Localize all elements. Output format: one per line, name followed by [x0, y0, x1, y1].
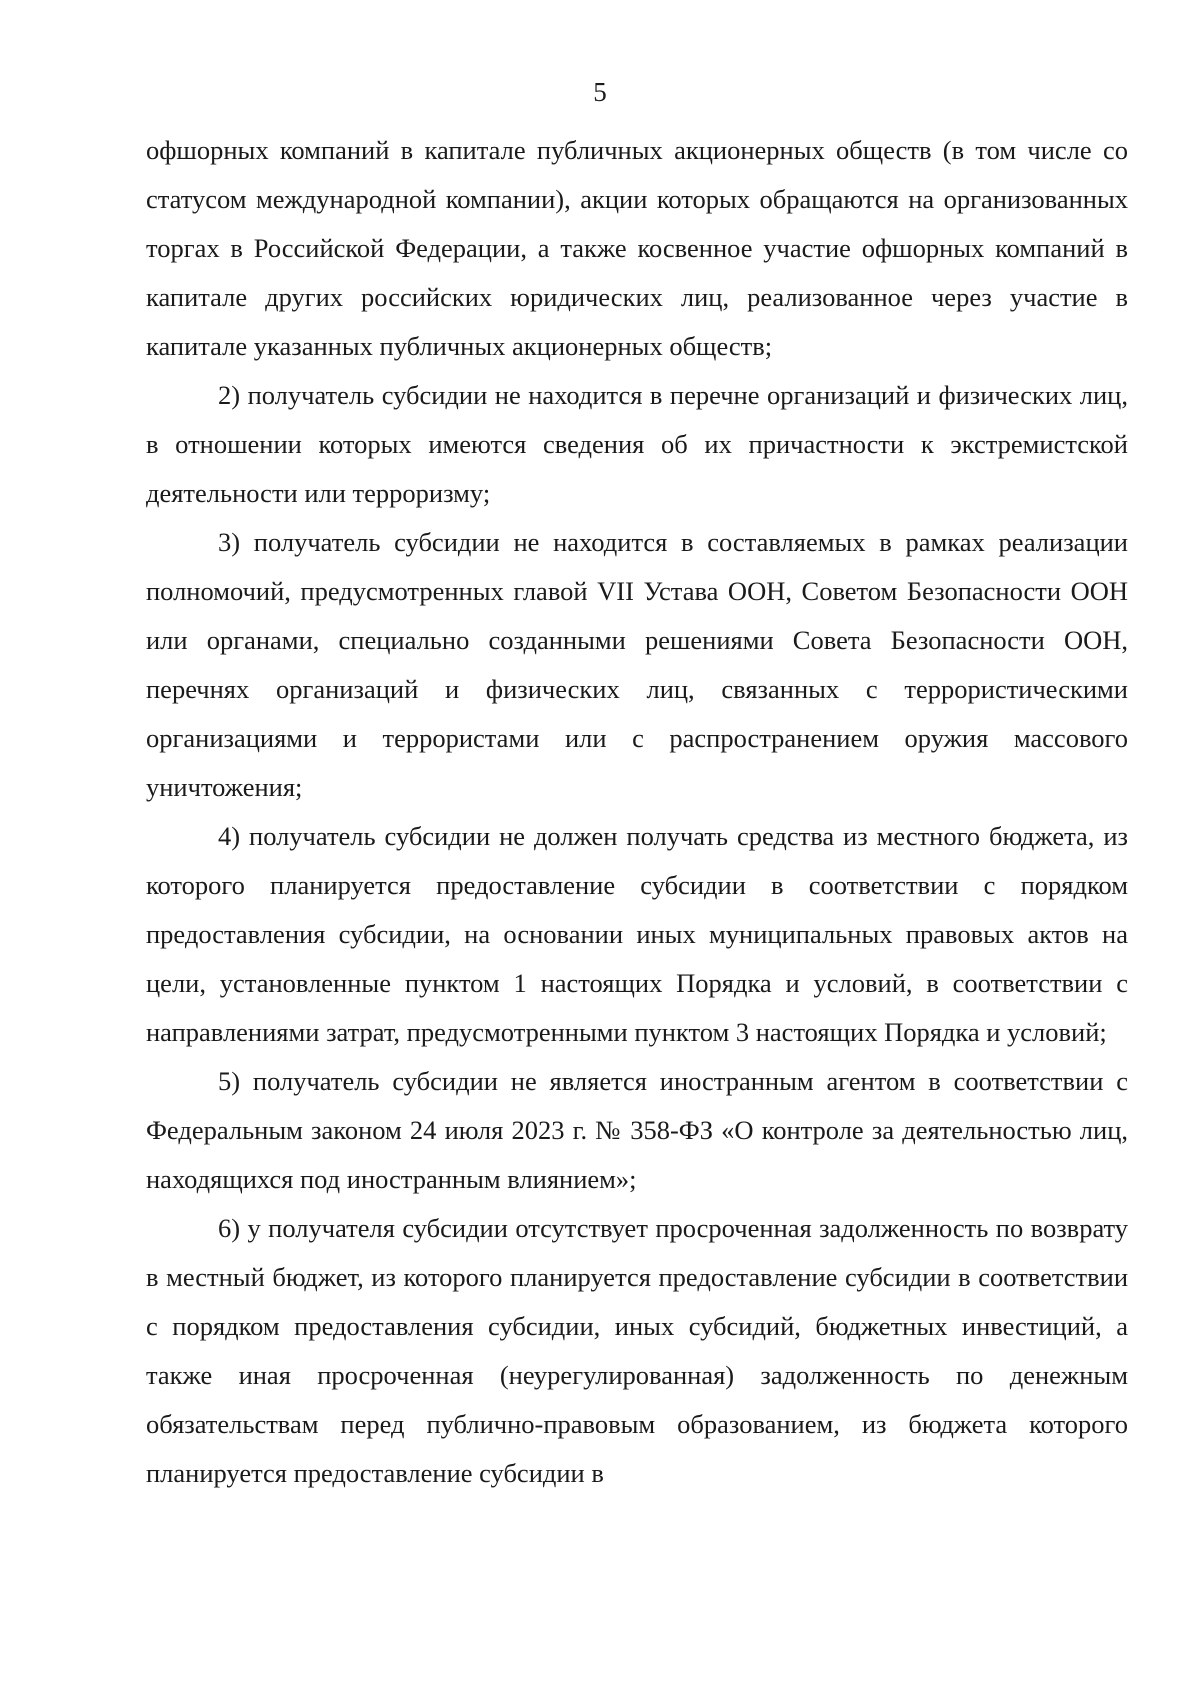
page-number: 5 [593, 77, 607, 107]
paragraph-item-5: 5) получатель субсидии не является иностранным агентом в соответствии с Федеральным законом 24 июля 2023 г. № 358-ФЗ «О контроле за деятельностью лиц, находящихся под иностранным влиянием»; [146, 1066, 1128, 1194]
paragraph-item-3: 3) получатель субсидии не находится в составляемых в рамках реализации полномочий, предусмотренных главой VII Устава ООН, Советом Безопасности ООН или органами, специально созданными решениями Совета Безопасности ООН, перечнях организаций и физических лиц, связанных с террористическими организациями и террористами или с распространением оружия массового уничтожения; [146, 527, 1128, 802]
document-body [146, 126, 1128, 1498]
paragraph-continuation: офшорных компаний в капитале публичных акционерных обществ (в том числе со статусом международной компании), акции которых обращаются на организованных торгах в Российской Федерации, а также косвенное участие офшорных компаний в капитале других российских юридических лиц, реализованное через участие в капитале указанных публичных акционерных обществ; [146, 135, 1128, 361]
paragraph-item-2: 2) получатель субсидии не находится в перечне организаций и физических лиц, в отношении которых имеются сведения об их причастности к экстремистской деятельности или терроризму; [146, 380, 1128, 508]
paragraph-item-4: 4) получатель субсидии не должен получать средства из местного бюджета, из которого планируется предоставление субсидии в соответствии с порядком предоставления субсидии, на основании иных муниципальных правовых актов на цели, установленные пунктом 1 настоящих Порядка и условий, в соответствии с направлениями затрат, предусмотренными пунктом 3 настоящих Порядка и условий; [146, 821, 1128, 1047]
paragraph-item-6: 6) у получателя субсидии отсутствует просроченная задолженность по возврату в местный бюджет, из которого планируется предоставление субсидии в соответствии с порядком предоставления субсидии, иных субсидий, бюджетных инвестиций, а также иная просроченная (неурегулированная) задолженность по денежным обязательствам перед публично-правовым образованием, из бюджета которого планируется предоставление субсидии в [146, 1213, 1128, 1488]
